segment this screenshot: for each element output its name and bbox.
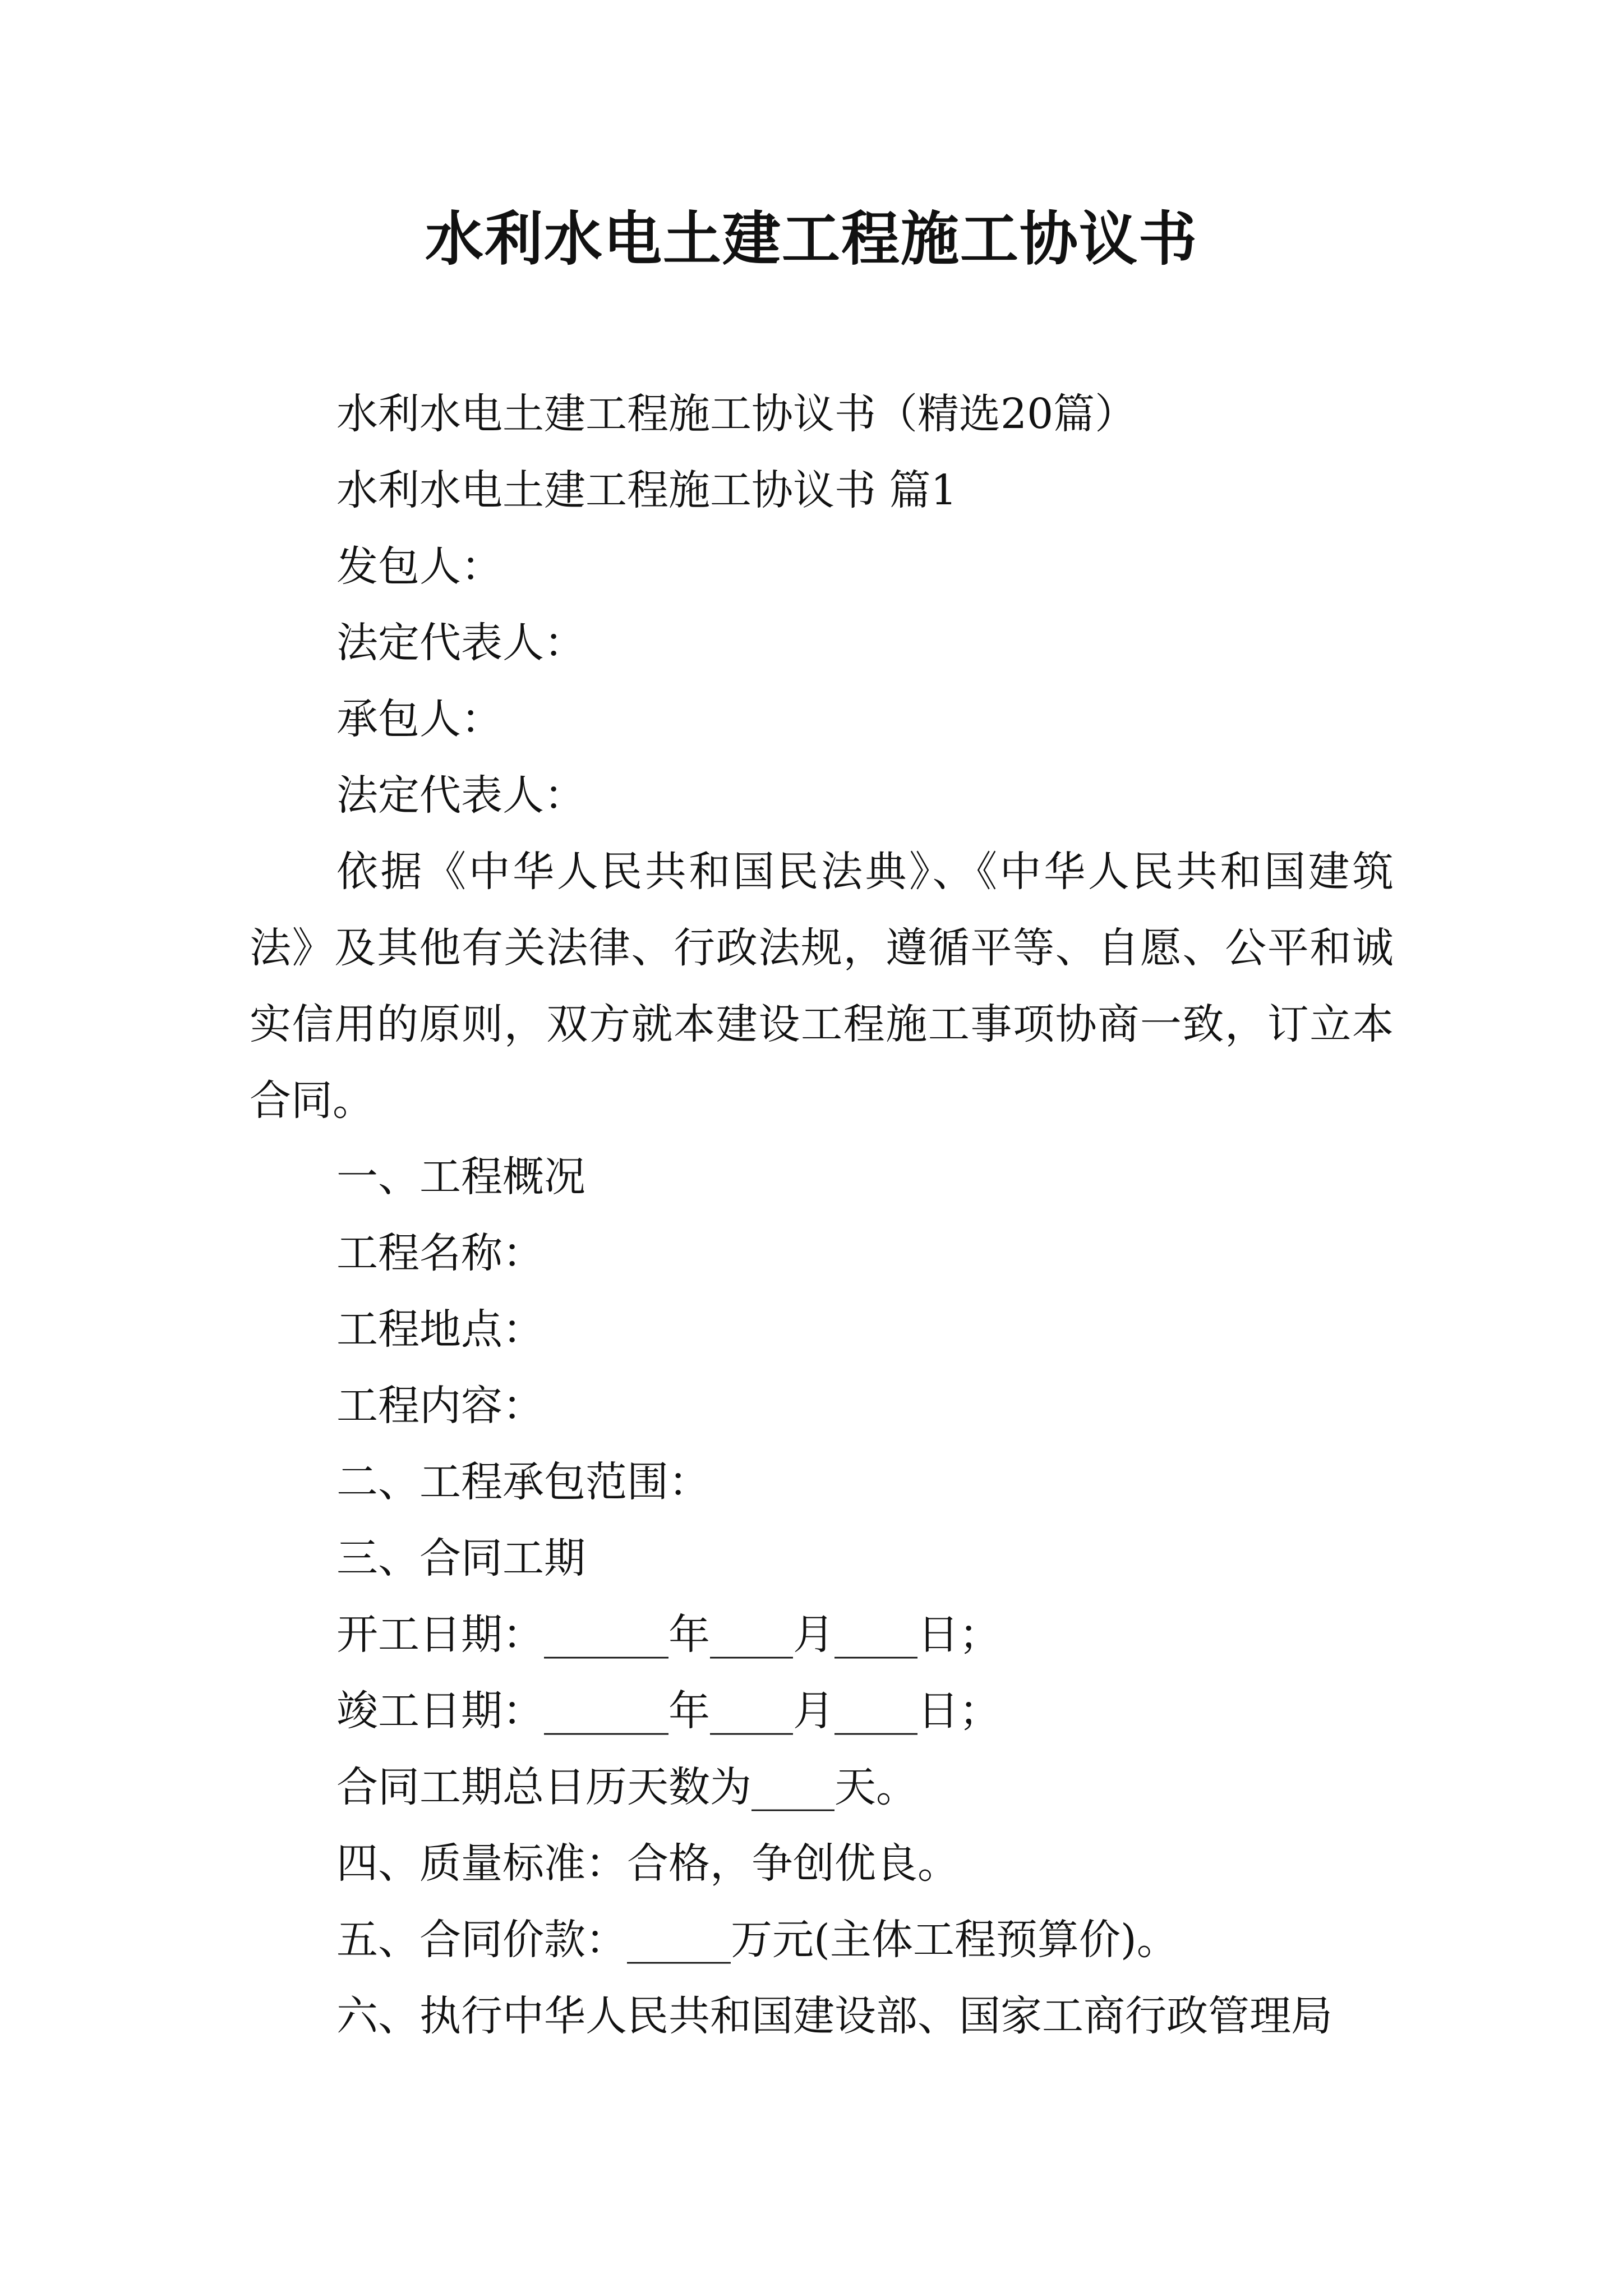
clause-scope: 二、工程承包范围： — [336, 1458, 710, 1506]
clause-price: 五、合同价款：_____万元(主体工程预算价)。 — [336, 1916, 1178, 1964]
subtitle-paragraph: 水利水电土建工程施工协议书（精选20篇） — [336, 390, 1137, 438]
clause-quality: 四、质量标准：合格，争创优良。 — [336, 1839, 959, 1888]
project-location-field: 工程地点： — [336, 1305, 544, 1354]
project-name-field: 工程名称： — [336, 1229, 544, 1277]
project-content-field: 工程内容： — [336, 1382, 544, 1430]
section-heading: 水利水电土建工程施工协议书 篇1 — [336, 466, 957, 514]
contractor-field: 承包人： — [336, 695, 502, 743]
clause-heading-overview: 一、工程概况 — [336, 1153, 585, 1201]
completion-date-field: 竣工日期：______年____月____日； — [336, 1687, 1000, 1735]
total-days-field: 合同工期总日历天数为____天。 — [336, 1763, 917, 1811]
document-title: 水利水电土建工程施工协议书 — [425, 204, 1198, 273]
employer-legal-rep-field: 法定代表人： — [336, 619, 585, 667]
clause-heading-period: 三、合同工期 — [336, 1534, 585, 1582]
employer-field: 发包人： — [336, 542, 502, 591]
document-body — [250, 376, 1394, 2054]
contractor-legal-rep-field: 法定代表人： — [336, 771, 585, 820]
clause-regulations: 六、执行中华人民共和国建设部、国家工商行政管理局 — [336, 1992, 1332, 2040]
start-date-field: 开工日期：______年____月____日； — [336, 1611, 1000, 1659]
preamble-paragraph: 依据《中华人民共和国民法典》、《中华人民共和国建筑法》及其他有关法律、行政法规，遵循平等、自愿、公平和诚实信用的原则，双方就本建设工程施工事项协商一致，订立本合同。 — [250, 848, 1394, 1125]
